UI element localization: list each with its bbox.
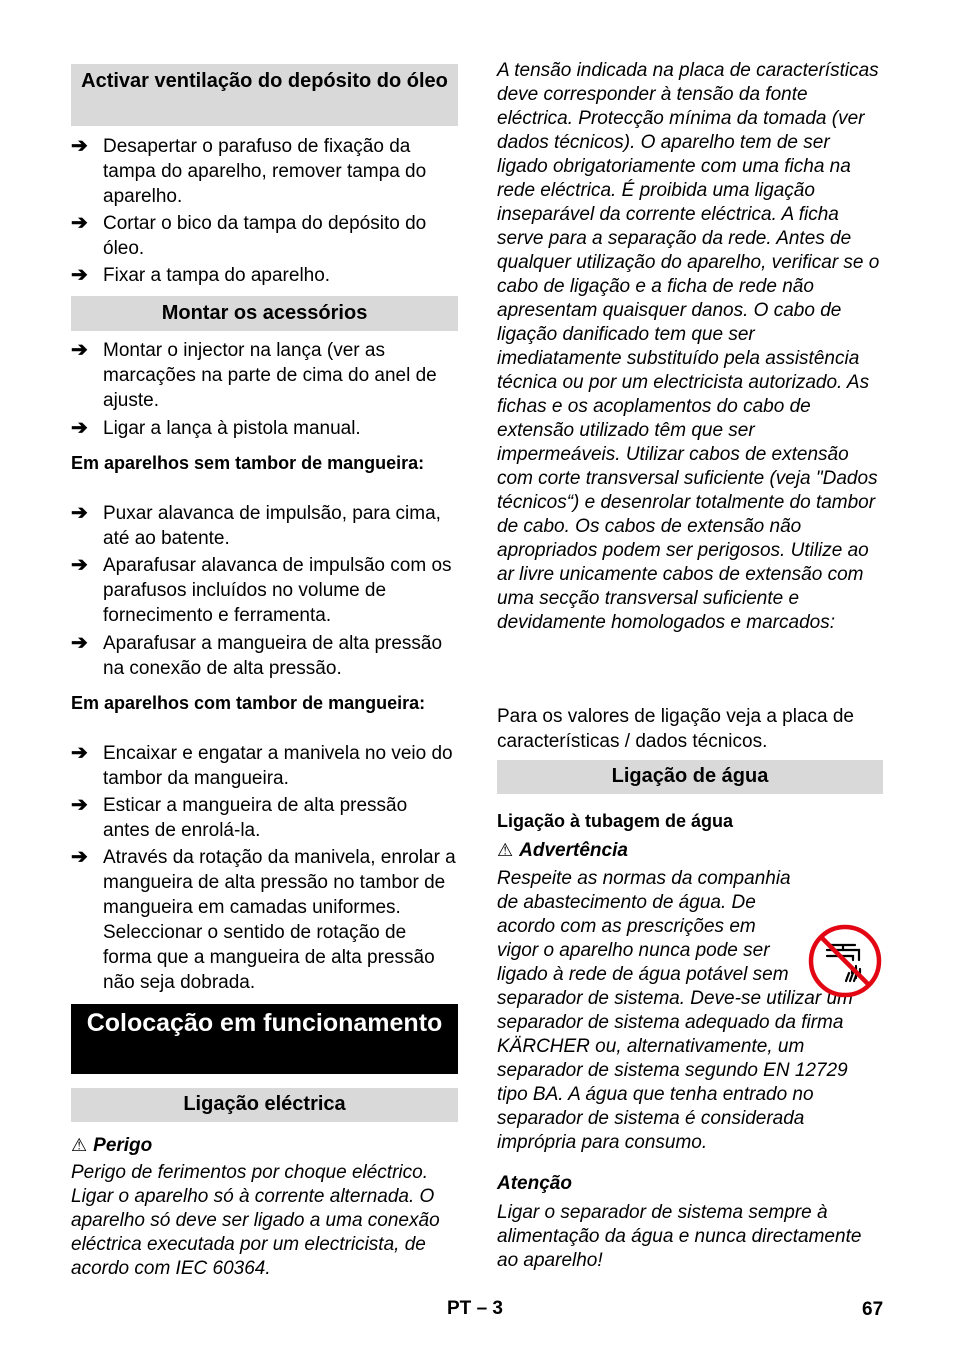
right-arrow-icon: ➔ [71, 339, 88, 361]
right-arrow-icon: ➔ [71, 846, 88, 868]
list-item: ➔ Ligar a lança à pistola manual. [71, 417, 361, 439]
list-item: ➔ Puxar alavanca de impulsão, para cima, até ao batente. [71, 502, 441, 549]
subheading-com-tambor: Em aparelhos com tambor de mangueira: [71, 693, 426, 713]
warning-triangle-icon: ⚠ [497, 840, 514, 860]
section-header-electrica: Ligação eléctrica [71, 1088, 458, 1122]
atencao-text: Ligar o separador de sistema sempre à alimentação da água e nunca directamente ao aparelho! [497, 1202, 862, 1271]
list-item: ➔ Aparafusar alavanca de impulsão com os parafusos incluídos no volume de fornecimento e ferramenta. [71, 554, 452, 626]
right-arrow-icon: ➔ [71, 742, 88, 764]
list-item: ➔ Através da rotação da manivela, enrolar a mangueira de alta pressão no tambor de mangueira em camadas uniformes. Seleccionar o sentido de rotação de forma que a mangueira de alta pressão não seja dobrada. [71, 846, 456, 993]
list-item: ➔ Montar o injector na lança (ver as marcações na parte de cima do anel de ajuste. [71, 339, 437, 411]
list-item: ➔ Aparafusar a mangueira de alta pressão na conexão de alta pressão. [71, 632, 443, 679]
right-arrow-icon: ➔ [71, 502, 88, 524]
right-arrow-icon: ➔ [71, 554, 88, 576]
warning-triangle-icon: ⚠ [71, 1135, 88, 1155]
right-arrow-icon: ➔ [71, 212, 88, 234]
list-item: ➔ Cortar o bico da tampa do depósito do óleo. [71, 212, 427, 259]
warning-perigo: ⚠ Perigo [71, 1135, 153, 1156]
list-item: ➔ Fixar a tampa do aparelho. [71, 264, 331, 286]
perigo-text: Perigo de ferimentos por choque eléctrico. Ligar o aparelho só à corrente alternada. O aparelho só deve ser ligado a uma conexão eléctrica executada por um electricista, de acordo com IEC 60364. [71, 1162, 440, 1279]
subheading-sem-tambor: Em aparelhos sem tambor de mangueira: [71, 453, 425, 473]
right-arrow-icon: ➔ [71, 417, 88, 439]
list-item: ➔ Desapertar o parafuso de fixação da tampa do aparelho, remover tampa do aparelho. [71, 135, 427, 207]
chapter-header-colocacao: Colocação em funcionamento [71, 1004, 458, 1074]
no-drinking-water-icon [807, 923, 883, 999]
right-arrow-icon: ➔ [71, 264, 88, 286]
list-item: ➔ Esticar a mangueira de alta pressão antes de enrolá-la. [71, 794, 408, 841]
electrical-notes: A tensão indicada na placa de características deve corresponder à tensão da fonte eléctrica. Protecção mínima da tomada (ver dados técnicos). O aparelho tem de ser ligado obrigatoriamente com uma ficha na rede eléctrica. É proibida uma ligação inseparável da corrente eléctrica. A ficha serve para a separação da rede. Antes de qualquer utilização do aparelho, verificar se o cabo de ligação e a ficha de rede não apresentam quaisquer danos. O cabo de ligação danificado tem que ser imediatamente substituído pela assistência técnica ou por um electricista autorizado. As fichas e os acoplamentos do cabo de extensão utilizado têm que ser impermeáveis. Utilizar cabos de extensão com corte transversal suficiente (veja "Dados técnicos“) e desenrolar totalmente do tambor de cabo. Os cabos de extensão não apropriados podem ser perigosos. Utilize ao ar livre unicamente cabos de extensão com uma secção transversal suficiente e devidamente homologados e marcados: [497, 60, 880, 633]
section-header-ventilacao: Activar ventilação do depósito do óleo [71, 64, 458, 126]
atencao-label: Atenção [497, 1173, 572, 1194]
right-arrow-icon: ➔ [71, 135, 88, 157]
page-number: 67 [862, 1299, 884, 1320]
section-header-agua: Ligação de água [497, 760, 883, 794]
footer-section: PT – 3 [447, 1298, 503, 1319]
advertencia-text: Respeite as normas da companhia de abastecimento de água. De acordo com as prescrições em vigor o aparelho nunca pode ser ligado à rede de água potável sem separador de sistema. Deve-se utilizar um separador de sistema adequado da firma KÄRCHER ou, alternativamente, um separador de sistema segundo EN 12729 tipo BA. A água que tenha entrado no separador de sistema é considerada imprópria para consumo. [497, 868, 853, 1153]
right-arrow-icon: ➔ [71, 794, 88, 816]
list-item: ➔ Encaixar e engatar a manivela no veio do tambor da mangueira. [71, 742, 453, 789]
warning-advertencia: ⚠ Advertência [497, 840, 628, 861]
right-arrow-icon: ➔ [71, 632, 88, 654]
valores-text: Para os valores de ligação veja a placa de características / dados técnicos. [497, 706, 855, 752]
subheading-tubagem: Ligação à tubagem de água [497, 811, 734, 831]
section-header-acessorios: Montar os acessórios [71, 296, 458, 331]
